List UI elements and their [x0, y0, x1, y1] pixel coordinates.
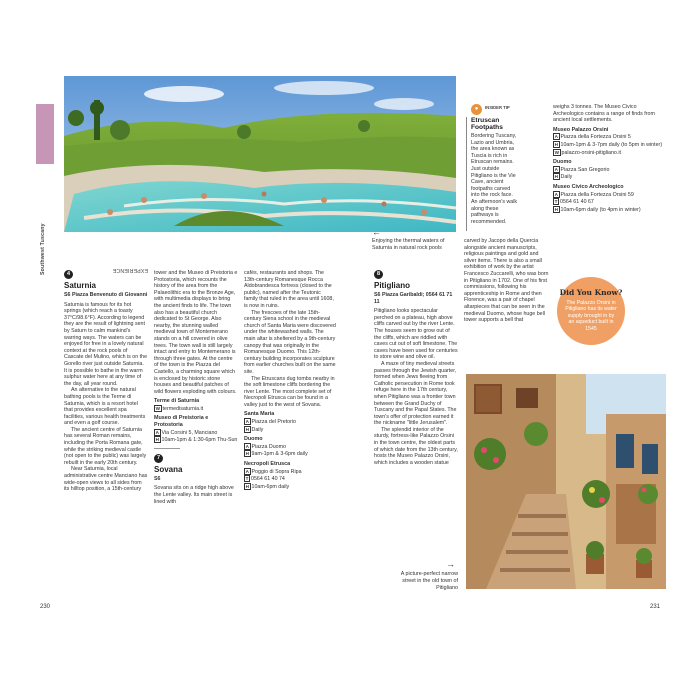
section-divider — [154, 448, 180, 449]
pitigliano-body-1: Pitigliano looks spectacular perched on a plateau, high above cliffs carved out by the river Lente. The houses seem to grow out of the cliffs, which are riddled with caves cut out of soft limestone. The caves have been used for centuries to store wine and olive oil. — [374, 308, 458, 361]
mpo-url: W palazzo-orsini-pitigliano.it — [554, 149, 622, 156]
insider-tip-title: Etruscan Footpaths — [471, 117, 503, 131]
clock-icon: H — [245, 451, 249, 457]
pitigliano-body-2: A maze of tiny medieval streets passes through the Jewish quarter, formed when Jews fleeing from Catholic persecution in Rome took refuge here in the 17th century, when Pitigliano was a frontier town between the Grand Duchy of Tuscany and the Papal States. The town's offer of protection earned it the nickname "little Jerusalem". — [374, 360, 457, 427]
santa-maria-hours: H Daily — [245, 426, 264, 433]
did-you-know-title: Did You Know? — [559, 288, 623, 297]
mca-address: A Piazza della Fortezza Orsini 59 — [554, 191, 634, 198]
did-you-know-badge — [557, 277, 625, 345]
street-caption: A picture-perfect narrow street in the old town of Pitigliano — [400, 571, 458, 591]
saturnia-body-1: Saturnia is famous for its hot springs (which reach a toasty 37°C/98.6°F). According to legend they are the result of lightning sent by Saturn to calm mankind's warring ways. The waters can be enjoyed for free in a lovely natural context at the rock pools of Cascate del Mulino, which is on the Gorello river just outside Saturnia. It is possible to bathe in the warm sulphur water here at any time of the day, all year round. — [64, 301, 148, 387]
santa-maria-title: Santa Maria — [244, 411, 275, 418]
sovana-duomo-hours: H 9am-1pm & 3-6pm daily — [245, 451, 308, 458]
address-icon: A — [554, 191, 558, 197]
chapter-prefix: EXPERIENCE — [112, 267, 148, 273]
saturnia-column — [64, 270, 148, 493]
museo-hours: H 10am-1pm & 1:30-6pm Thu-Sun — [155, 437, 238, 444]
saturnia-column-2 — [154, 270, 238, 505]
necropoli-hours: H 10am-6pm daily — [245, 483, 290, 490]
mpo-hours: H 10am-1pm & 3-7pm daily (to 5pm in winter) — [554, 141, 663, 148]
address-icon: A — [245, 419, 249, 425]
sovana-info: S6 — [154, 475, 161, 482]
museo-civico-title: Museo Civico Archeologico — [553, 183, 624, 190]
pitigliano-duomo-title: Duomo — [553, 159, 572, 166]
museo-title: Museo di Preistoria e Protostoria — [154, 415, 209, 429]
saturnia-body-5: tower and the Museo di Preistoria e Protostoria, which recounts the history of the area from the Palaeolithic era to the Bronze Age, with multimedia displays to bring the ancient finds to life. The town also has a beautiful church dedicated to St George. Also nearby, the stunning walled medieval town of Montemerano stands on a hill covered in olive trees. The town wall is still largely intact and entry to Montemerano is through three gates. At the centre of the town is the Piazza del Castello, a charming square which is enclosed by historic stone houses and beautiful patches of wild flowers exploding with colours. — [154, 270, 238, 395]
saturnia-body-3: The ancient centre of Saturnia has several Roman remains, including the Porta Romana gate, while the striking medieval castle (not open to the public) was largely rebuilt in the early 20th century. — [64, 426, 147, 466]
clock-icon: H — [554, 206, 558, 212]
saturnia-body-4: Near Saturnia, local administrative centre Manciano has wide-open views to all sides from its hilltop position, a 15th-century — [64, 466, 148, 493]
address-icon: A — [554, 134, 558, 140]
insider-tip — [466, 104, 520, 225]
sovana-body-1: Sovana sits on a ridge high above the Lente valley. Its main street is lined with — [154, 485, 234, 505]
web-icon: W — [155, 405, 160, 411]
clock-icon: H — [155, 437, 159, 443]
saturnia-number: 4 — [64, 270, 73, 279]
address-icon: A — [554, 166, 558, 172]
address-icon: A — [245, 468, 249, 474]
thermal-caption: Enjoying the thermal waters of Saturnia in natural rock pools — [372, 238, 445, 251]
page-number-right: 231 — [650, 604, 661, 610]
clock-icon: H — [554, 174, 558, 180]
necropoli-address: A Poggio di Sopra Ripa — [245, 468, 302, 475]
clock-icon: H — [245, 426, 249, 432]
thermal-pools-photo — [64, 76, 456, 232]
phone-icon: T — [245, 476, 249, 482]
address-icon: A — [155, 429, 159, 435]
museo-address: A Via Corsini 5, Manciano — [155, 429, 218, 436]
mpo-address: A Piazza della Fortezza Orsini 5 — [554, 134, 631, 141]
pitigliano-number: 8 — [374, 270, 383, 279]
museo-palazzo-orsini-title: Museo Palazzo Orsini — [553, 126, 609, 133]
sovana-body-3: The frescoes of the late 15th-century Siena school in the medieval church of Santa Maria were discovered under the whitewashed walls. The main altar is sheltered by a 9th-century canopy that was originally in the Romanesque Duomo. This 12th-century building incorporates sculpture from earlier churches built on the same site. — [244, 309, 336, 375]
clock-icon: H — [554, 141, 558, 147]
necropoli-title: Necropoli Etrusca — [244, 461, 291, 468]
insider-tip-body: Bordering Tuscany, Lazio and Umbria, the area known as Tuscia is rich in Etruscan remains. Just outside Pitigliano is the Vie Cave, ancient footpaths carved into the rock face. An afternoon's walk along these pathways is recommended. — [471, 133, 518, 225]
sovana-body-4: The Etruscans dug tombs nearby in the soft limestone cliffs bordering the river Lente. The most complete set of Necropoli Etrusca can be found in a valley just to the west of Sovana. — [244, 375, 335, 408]
saturnia-body-2: An alternative to the natural bathing pools is the Terme di Saturnia, which is a resort hotel that provides excellent spa facilities, various health treatments and even a golf course. — [64, 387, 146, 427]
pitigliano-body-5: weighs 3 tonnes. The Museo Civico Archeologico contains a range of finds from ancient local settlements. — [553, 104, 655, 124]
pitigliano-info: S6 Piazza Garibaldi; 0564 61 71 11 — [374, 292, 453, 305]
chapter-tab — [36, 104, 54, 164]
phone-icon: T — [554, 199, 558, 205]
pitigliano-body-4: carved by Jacopo della Quercia alongside ancient manuscripts, religious paintings and gold and silver items. There is also a small exhibition of work by the artist Francesco Zuccarelli, who was born in Pitigliano in 1702. One of his first commissions, following his apprenticeship in Rome and then Florence, was a pair of chapel altarpieces that can be seen in the medieval Duomo, whose huge bell tower supports a bell that — [464, 238, 549, 324]
terme-title: Terme di Saturnia — [154, 398, 200, 405]
sovana-title: Sovana — [154, 464, 183, 474]
caption-arrow-right-icon: → — [446, 559, 455, 569]
pitigliano-duomo-hours: H Daily — [554, 174, 573, 181]
pitigliano-column — [374, 270, 458, 466]
chapter-label — [38, 167, 148, 277]
terme-url: W termedisaturnia.it — [155, 405, 204, 412]
saturnia-info: S6 Piazza Benvenuto di Giovanni — [64, 292, 148, 298]
page-number-left: 230 — [40, 604, 51, 610]
pitigliano-column-3 — [553, 104, 665, 213]
pitigliano-body-3: The splendid interior of the sturdy, fortress-like Palazzo Orsini in the town centre, the oldest parts of which date from the 13th century, hosts the Museo Palazzo Orsini, which includes a wooden statue — [374, 426, 458, 466]
saturnia-title: Saturnia — [64, 281, 97, 290]
insider-tip-icon: ● — [471, 104, 482, 115]
did-you-know-body: The Palazzo Orsini in Pitigliano has its water supply brought in by an aqueduct built in 1545 — [565, 300, 617, 332]
caption-arrow-left-icon: ← — [372, 227, 381, 237]
mca-hours: H 10am-6pm daily (to 4pm in winter) — [554, 206, 641, 213]
sovana-body-2: cafés, restaurants and shops. The 13th-century Romanesque Rocca Aldobrandesca fortress (closed to the public), named after the Teutonic family that ruled in the area until 1608, is now in ruins. — [244, 270, 334, 309]
sovana-duomo-title: Duomo — [244, 436, 263, 443]
mca-phone: T 0564 61 40 67 — [554, 199, 594, 206]
necropoli-phone: T 0564 61 40 74 — [245, 476, 285, 483]
chapter-region: Southwest Tuscany — [40, 223, 46, 275]
insider-tip-label: INSIDER TIP — [485, 105, 510, 110]
pitigliano-street-photo — [466, 374, 666, 589]
pitigliano-column-2 — [464, 238, 550, 324]
santa-maria-address: A Piazza del Pretorio — [245, 419, 296, 426]
clock-icon: H — [245, 483, 249, 489]
sovana-number: 7 — [154, 454, 163, 463]
pitigliano-title: Pitigliano — [374, 281, 410, 290]
pitigliano-duomo-address: A Piazza San Gregorio — [554, 166, 610, 173]
address-icon: A — [245, 443, 249, 449]
web-icon: W — [554, 149, 559, 155]
sovana-column — [244, 270, 336, 490]
sovana-duomo-address: A Piazza Duomo — [245, 443, 286, 450]
